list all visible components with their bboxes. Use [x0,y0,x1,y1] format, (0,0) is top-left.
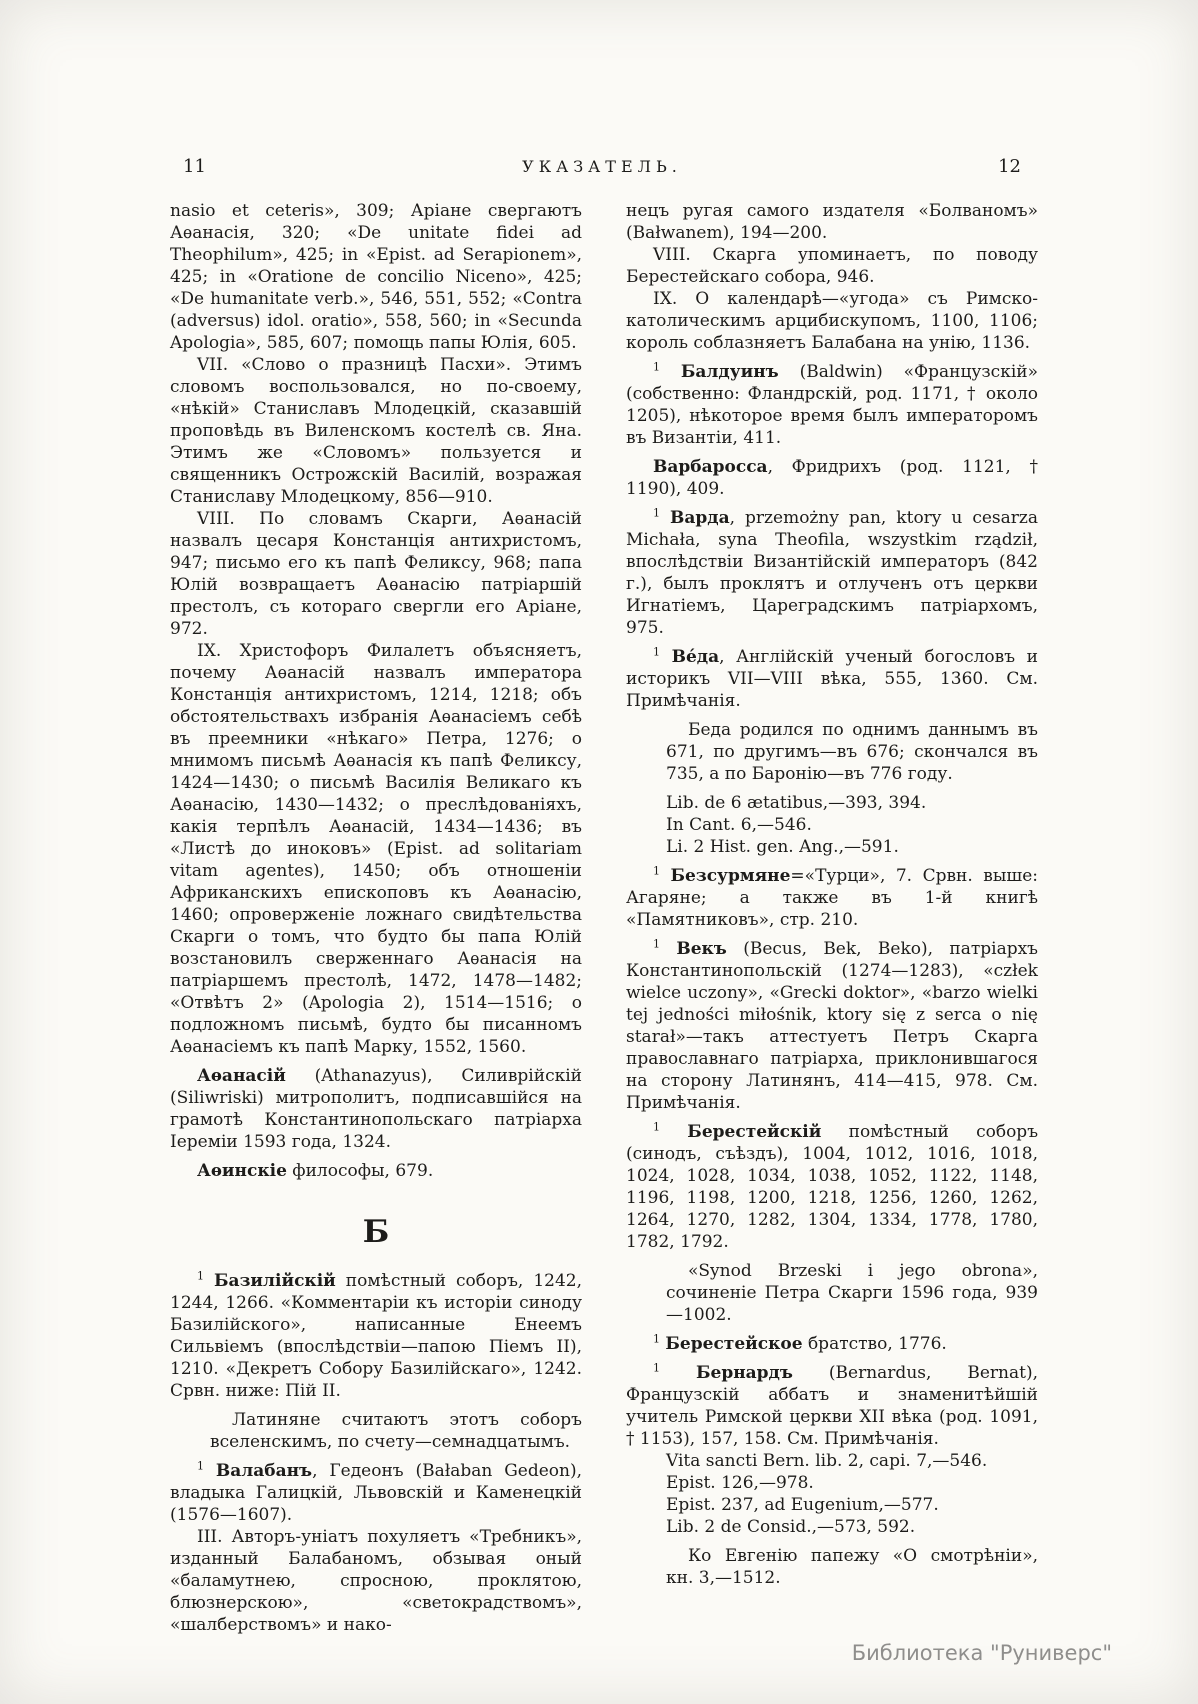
paragraph [626,792,1038,814]
paragraph-text: VIII. По словамъ Скарги, Аѳанасій назвалъ цесаря Констанція антихристомъ, 947; письмо его къ папѣ Феликсу, 968; папа Юлій возвращаетъ Аѳанасію патріаршій престолъ, съ котораго свергли его Аріане, 972. [170,509,582,639]
paragraph-text: , Гедеонъ (Bałaban Gedeon), владыка Галицкій, Львовскій и Каменецкій (1576—1607). [170,1461,582,1525]
paragraph [626,719,1038,785]
entry-term: Безсурмяне [670,866,791,886]
page-number-left: 11 [183,156,206,177]
paragraph-text: помѣстный соборъ, 1242, 1244, 1266. «Комментаріи къ исторіи синоду Базилійского», написанные Енеемъ Сильвіемъ (впослѣдствіи—папою Піемъ II), 1210. «Декретъ Собору Базилійскаго», 1242. Срвн. ниже: Пій II. [170,1271,582,1401]
index-entry [170,1160,582,1182]
index-entry [626,1362,1038,1450]
paragraph-text: Li. 2 Hist. gen. Ang.,—591. [666,837,899,857]
index-entry [170,1065,582,1153]
paragraph [626,836,1038,858]
entry-term: Аѳанасій [197,1066,286,1086]
paragraph [170,354,582,508]
paragraph-text: помѣстный соборъ (синодъ, съѣздъ), 1004, 1012, 1016, 1018, 1024, 1028, 1034, 1038, 1052, 1122, 1148, 1196, 1198, 1200, 1218, 1256, 1260, 1262, 1264, 1270, 1282, 1304, 1334, 1778, 1780, 1782, 1792. [626,1122,1039,1252]
entry-term: Векъ [676,939,727,959]
paragraph-text: Беда родился по однимъ даннымъ въ 671, по другимъ—въ 676; скончался въ 735, а по Баронію—въ 776 году. [666,720,1038,784]
paragraph-text: Б [362,1214,390,1250]
paragraph-text: III. Авторъ-уніатъ похуляетъ «Требникъ», изданный Балабаномъ, обзывая оный «баламутнею, спросною, проклятою, блюзнерскою», «светокрадствомъ», «шалберствомъ» и нако- [170,1527,582,1635]
footnote-marker: 1 [197,1459,204,1473]
paragraph-text: Epist. 126,—978. [666,1473,814,1493]
paragraph-text: In Cant. 6,—546. [666,815,812,835]
index-entry [170,1270,582,1402]
entry-term: Ве́да [671,647,720,667]
paragraph [170,508,582,640]
entry-term: Варда [670,508,730,528]
paragraph-text: , Фридрихъ (род. 1121, † 1190), 409. [626,457,1038,499]
paragraph [170,640,582,1058]
paragraph-text: Ко Евгенію папежу «О смотрѣніи», кн. 3,—1512. [666,1546,1038,1588]
footnote-marker: 1 [653,1332,660,1346]
entry-term: Балдуинъ [680,362,779,382]
index-entry [626,865,1038,931]
paragraph [626,1494,1038,1516]
index-entry [626,507,1038,639]
page-header [183,156,1021,177]
entry-term: Аѳинскіе [197,1161,287,1181]
footnote-marker: 1 [653,506,660,520]
paragraph-text: «Synod Brzeski i jego obrona», сочиненіе Петра Скарги 1596 года, 939—1002. [666,1261,1038,1325]
entry-term: Базилійскій [214,1271,336,1291]
text-columns [170,200,1038,1636]
paragraph [626,1472,1038,1494]
paragraph-text: IX. О календарѣ—«угода» съ Римско-католическимъ арцибискупомъ, 1100, 1106; король соблазняетъ Балабана на унію, 1136. [626,289,1038,353]
paragraph-text: Vita sancti Bern. lib. 2, capi. 7,—546. [666,1451,988,1471]
paragraph [626,1260,1038,1326]
paragraph [626,288,1038,354]
footnote-marker: 1 [197,1269,204,1283]
paragraph [626,814,1038,836]
paragraph-text: VII. «Слово о празницѣ Пасхи». Этимъ словомъ воспользовался, но по-своему, «нѣкій» Станиславъ Млодецкій, сказавшій проповѣдь въ Виленскомъ костелѣ св. Яна. Этимъ же «Словомъ» пользуется и священникъ Острожскій Василій, возражая Станиславу Млодецкому, 856—910. [170,355,582,507]
paragraph [626,1450,1038,1472]
footnote-marker: 1 [653,937,660,951]
paragraph-text: (Becus, Bek, Beko), патріархъ Константинопольскій (1274—1283), «człek wielce uczony», «Grecki doktor», «barzo wielki tej jedności miłośnik, ktory się z serca o nię starał»—такъ аттестуетъ Петръ Скарга православнаго патріарха, приклонившагося на сторону Латинянъ, 414—415, 978. См. Примѣчанія. [626,939,1038,1113]
paragraph-text: нецъ ругая самого издателя «Болваномъ» (Bałwanem), 194—200. [626,201,1038,243]
index-entry [626,1121,1038,1253]
paragraph-text: Lib. 2 de Consid.,—573, 592. [666,1517,916,1537]
entry-term: Берестейскій [687,1122,822,1142]
index-entry [170,1460,582,1526]
paragraph-text: Lib. de 6 ætatibus,—393, 394. [666,793,927,813]
paragraph [170,1409,582,1453]
section-heading [170,1214,582,1250]
paragraph-text: , Англійскій ученый богословъ и историкъ VII—VIII вѣка, 555, 1360. См. Примѣчанія. [626,647,1038,711]
right-column [626,200,1038,1636]
entry-term: Валабанъ [215,1461,313,1481]
paragraph [626,1516,1038,1538]
paragraph-text: братство, 1776. [802,1334,947,1354]
paragraph [626,200,1038,244]
paragraph [626,244,1038,288]
paragraph-text: nasio et ceteris», 309; Аріане свергаютъ Аѳанасія, 320; «De unitate fidei ad Theophilum», 425; in «Epist. ad Serapionem», 425; in «Oratione de concilio Niceno», 425; «De humanitate verb.», 546, 551, 552; «Contra (adversus) idol. oratio», 558, 560; in «Secunda Apologia», 585, 607; помощь папы Юлія, 605. [170,201,582,353]
paragraph-text: =«Турци», 7. Срвн. выше: Агаряне; а также въ 1-й книгѣ «Памятниковъ», стр. 210. [626,866,1038,930]
page-number-right: 12 [998,156,1021,177]
paragraph-text: философы, 679. [286,1161,434,1181]
paragraph-text: , przemożny pan, ktory u cesarza Michała, syna Theofila, wszystkim rządził, впослѣдствіи Византійскій императоръ (842 г.), былъ проклятъ и отлученъ отъ церкви Игнатіемъ, Цареградскимъ патріархомъ, 975. [626,508,1039,638]
index-entry [626,456,1038,500]
watermark: Библиотека "Руниверс" [851,1641,1112,1665]
footnote-marker: 1 [653,1120,660,1134]
paragraph [170,200,582,354]
paragraph [170,1526,582,1636]
index-entry [626,1333,1038,1355]
left-column [170,200,582,1636]
running-title: УКАЗАТЕЛЬ. [522,157,682,176]
paragraph-text: (Bernardus, Bernat), Французскій аббатъ и знаменитѣйшій учитель Римской церкви XII вѣка (род. 1091, † 1153), 157, 158. См. Примѣчанія. [626,1363,1039,1449]
paragraph-text: IX. Христофоръ Филалетъ объясняетъ, почему Аѳанасій назвалъ императора Констанція антихристомъ, 1214, 1218; объ обстоятельствахъ избранія Аѳанасіемъ себѣ въ преемники «нѣкаго» Петра, 1276; о мнимомъ письмѣ Аѳанасія къ папѣ Феликсу, 1424—1430; о письмѣ Василія Великаго къ Аѳанасію, 1430—1432; о преслѣдованіяхъ, какія терпѣлъ Аѳанасій, 1434—1436; въ «Листѣ до иноковъ» (Epist. ad solitariam vitam agentes), 1450; объ отношеніи Африканскихъ епископовъ къ Аѳанасію, 1460; опроверженіе ложнаго свидѣтельства Скарги о томъ, что будто бы папа Юлій возстановилъ сверженнаго Аѳанасія на патріаршемъ престолѣ, 1472, 1478—1482; «Отвѣтъ 2» (Apologia 2), 1514—1516; о подложномъ письмѣ, будто бы писанномъ Аѳанасіемъ къ папѣ Марку, 1552, 1560. [170,641,582,1057]
entry-term: Бернардъ [695,1363,793,1383]
index-entry [626,646,1038,712]
paragraph-text: VIII. Скарга упоминаетъ, по поводу Берестейскаго собора, 946. [626,245,1038,287]
footnote-marker: 1 [653,645,660,659]
footnote-marker: 1 [653,1361,660,1375]
entry-term: Берестейское [665,1334,803,1354]
paragraph-text: (Baldwin) «Французскій» (собственно: Фландрскій, род. 1171, † около 1205), нѣкоторое время былъ императоромъ въ Византіи, 411. [626,362,1038,448]
paragraph-text: Epist. 237, ad Eugenium,—577. [666,1495,939,1515]
footnote-marker: 1 [653,864,660,878]
paragraph [626,1545,1038,1589]
paragraph-text: (Athanazyus), Силиврійскій (Siliwriski) митрополитъ, подписавшійся на грамотѣ Константинопольскаго патріарха Іереміи 1593 года, 1324. [170,1066,582,1152]
entry-term: Варбаросса [653,457,768,477]
paragraph-text: Латиняне считаютъ этотъ соборъ вселенскимъ, по счету—семнадцатымъ. [210,1410,582,1452]
index-entry [626,938,1038,1114]
footnote-marker: 1 [653,360,660,374]
index-entry [626,361,1038,449]
